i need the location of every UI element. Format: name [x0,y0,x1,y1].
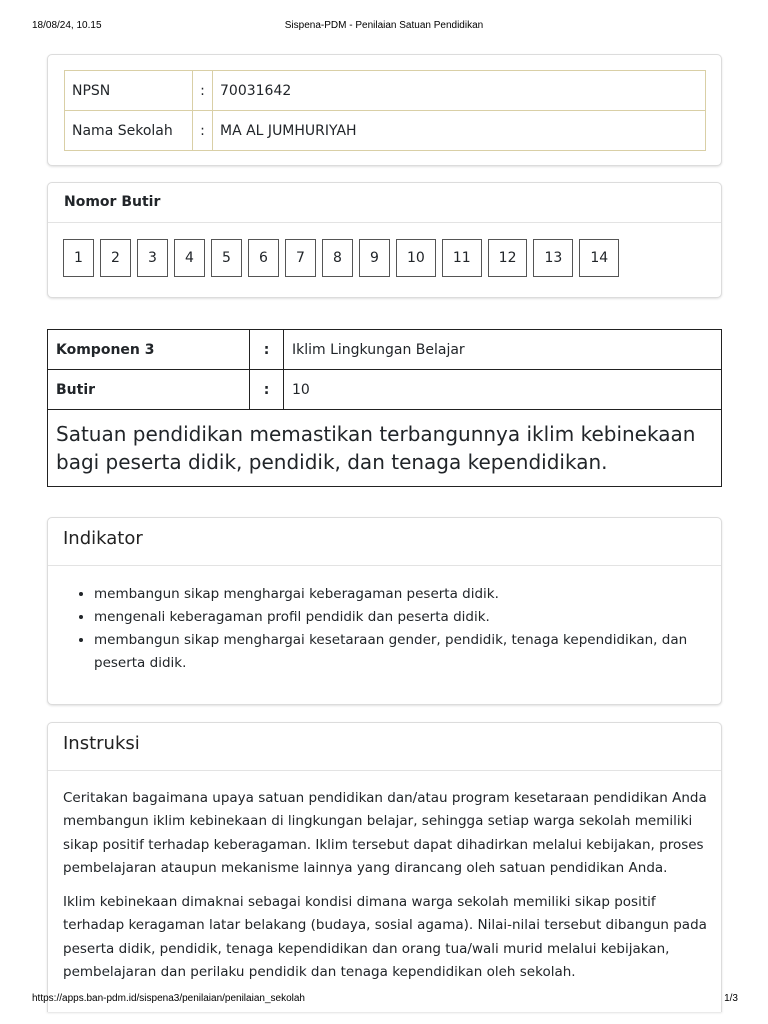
butir-button-7[interactable]: 7 [285,239,316,277]
instruksi-paragraph: Ceritakan bagaimana upaya satuan pendidikan dan/atau program kesetaraan pendidikan Anda membangun iklim kebinekaan di lingkungan belajar, sehingga setiap warga sekolah memiliki sikap positif terhadap keberagaman. Iklim tersebut dapat dihadirkan melalui kebijakan, proses pembelajaran ataupun mekanisme lainnya yang dirancang oleh satuan pendidikan Anda. [63,790,707,876]
print-page-number: 1/3 [724,993,738,1004]
print-header [0,20,768,34]
instruksi-card [47,722,722,1012]
butir-row [48,370,722,410]
indikator-item: • membangun sikap menghargai kesetaraan gender, pendidik, tenaga kependidikan, dan peserta didik. [94,629,704,675]
butir-button-14[interactable]: 14 [579,239,619,277]
indikator-card [47,517,722,705]
instruksi-body [63,787,709,995]
print-page-title: Sispena-PDM - Penilaian Satuan Pendidikan [284,20,484,31]
butir-button-13[interactable]: 13 [533,239,573,277]
nomor-butir-card [47,182,722,298]
school-info-table [64,70,706,151]
butir-button-11[interactable]: 11 [442,239,482,277]
school-name-label: Nama Sekolah [65,111,193,151]
butir-separator: : [250,370,284,410]
butir-button-9[interactable]: 9 [359,239,390,277]
butir-button-5[interactable]: 5 [211,239,242,277]
print-url: https://apps.ban-pdm.id/sispena3/penilaian/penilaian_sekolah [32,993,305,1004]
komponen-row [48,330,722,370]
butir-description: Satuan pendidikan memastikan terbangunnya iklim kebinekaan bagi peserta didik, pendidik, dan tenaga kependidikan. [48,410,722,487]
butir-value: 10 [284,370,722,410]
butir-button-12[interactable]: 12 [488,239,528,277]
nomor-butir-title: Nomor Butir [48,183,721,223]
indikator-item: • mengenali keberagaman profil pendidik dan peserta didik. [94,606,704,629]
npsn-value: 70031642 [213,71,706,111]
npsn-separator: : [193,71,213,111]
instruksi-paragraph: Iklim kebinekaan dimaknai sebagai kondisi dimana warga sekolah memiliki sikap positif terhadap keragaman latar belakang (budaya, sosial agama). Nilai-nilai tersebut dibangun pada peserta didik, pendidik, tenaga kependidikan dan orang tua/wali murid melalui kebijakan, pembelajaran dan perilaku pendidik dan tenaga kependidikan oleh sekolah. [63,894,707,981]
school-name-value: MA AL JUMHURIYAH [213,111,706,151]
instruksi-title: Instruksi [48,723,721,771]
butir-number-list [63,239,625,277]
butir-button-1[interactable]: 1 [63,239,94,277]
print-datetime: 18/08/24, 10.15 [32,20,102,31]
butir-description-row [48,410,722,487]
komponen-value: Iklim Lingkungan Belajar [284,330,722,370]
komponen-label: Komponen 3 [48,330,250,370]
butir-button-2[interactable]: 2 [100,239,131,277]
komponen-table [47,329,722,487]
indikator-item: • membangun sikap menghargai keberagaman peserta didik. [94,583,704,606]
komponen-separator: : [250,330,284,370]
butir-button-4[interactable]: 4 [174,239,205,277]
butir-button-10[interactable]: 10 [396,239,436,277]
butir-label: Butir [48,370,250,410]
school-info-card [47,54,722,166]
print-footer [0,993,768,1007]
indikator-list [94,583,704,675]
npsn-label: NPSN [65,71,193,111]
butir-button-8[interactable]: 8 [322,239,353,277]
indikator-title: Indikator [48,518,721,566]
npsn-row [65,71,706,111]
school-name-row [65,111,706,151]
butir-button-6[interactable]: 6 [248,239,279,277]
school-name-separator: : [193,111,213,151]
butir-button-3[interactable]: 3 [137,239,168,277]
